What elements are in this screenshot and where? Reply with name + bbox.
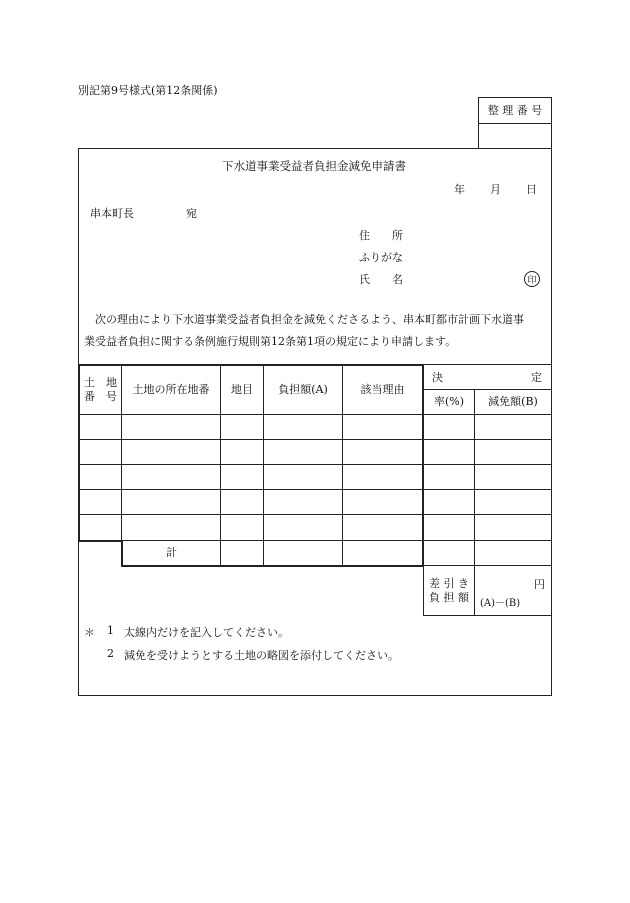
header-decision-right: 定 — [531, 371, 542, 384]
header-land-category: 地目 — [231, 383, 253, 397]
note-2-number: 2 — [107, 647, 114, 660]
header-reduction-amount: 減免額(B) — [488, 395, 538, 409]
reference-number-field[interactable] — [479, 124, 551, 148]
note-1-text: 太線内だけを記入してください。 — [124, 626, 289, 639]
header-lot-number-line-1: 土 地 — [84, 376, 117, 390]
header-location: 土地の所在地番 — [132, 383, 210, 397]
seal-mark: 印 — [524, 271, 540, 287]
applicant-name-label: 氏 名 — [359, 273, 403, 286]
statement-line-2: 業受益者負担に関する条例施行規則第12条第1項の規定により申請します。 — [84, 335, 457, 348]
difference-formula: (A)－(B) — [480, 598, 521, 609]
applicant-address-label: 住 所 — [359, 229, 403, 242]
reference-number-label: 整 理 番 号 — [487, 103, 543, 117]
difference-unit: 円 — [534, 578, 545, 591]
form-title: 下水道事業受益者負担金減免申請書 — [222, 159, 406, 173]
applicant-furigana-label: ふりがな — [359, 251, 403, 264]
header-lot-number — [80, 366, 121, 414]
header-lot-number-line-2: 番 号 — [84, 390, 117, 403]
form-reference: 別記第9号様式(第12条関係) — [78, 84, 218, 97]
notes-mark: ＊ — [84, 626, 95, 639]
difference-label-line-2: 負 担 額 — [429, 590, 469, 604]
statement-line-1: 次の理由により下水道事業受益者負担金を減免くださるよう、串本町都市計画下水道事 — [84, 313, 524, 326]
date-day-label: 日 — [526, 183, 537, 196]
addressee-suffix: 宛 — [186, 207, 197, 220]
date-month-label: 月 — [490, 183, 501, 196]
addressee-name: 串本町長 — [90, 207, 134, 220]
header-decision-left: 決 — [432, 371, 443, 384]
header-charge-amount: 負担額(A) — [278, 383, 328, 397]
difference-label-line-1: 差 引 き — [429, 576, 469, 590]
difference-label — [424, 566, 474, 615]
note-1-number: 1 — [107, 624, 114, 637]
note-2-text: 減免を受けようとする土地の略図を添付してください。 — [124, 649, 399, 662]
header-reason: 該当理由 — [360, 383, 405, 397]
header-rate: 率(%) — [433, 395, 465, 409]
date-year-label: 年 — [454, 183, 465, 196]
total-label: 計 — [166, 546, 177, 560]
